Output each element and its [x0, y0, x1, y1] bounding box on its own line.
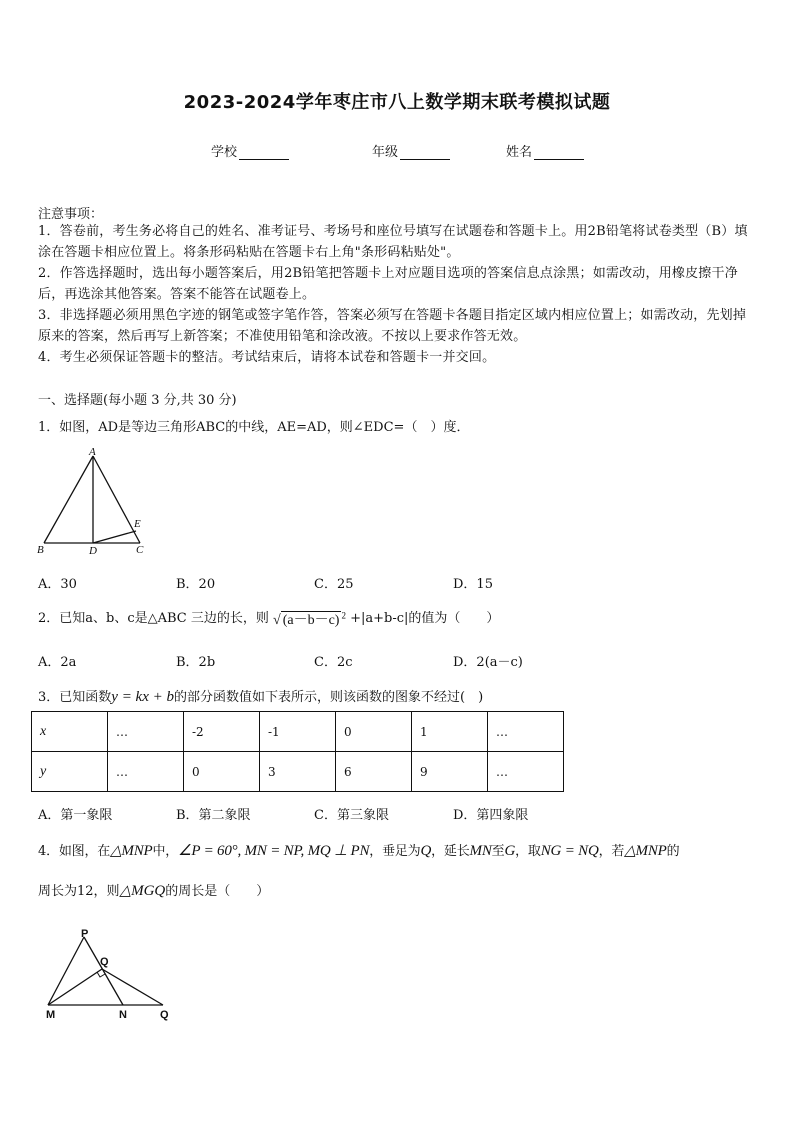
q4-math: ∠P = 60°, MN = NP, MQ ⊥ PN: [178, 843, 370, 859]
side-ac: [93, 456, 140, 543]
q1-option-c[interactable]: C．25: [314, 577, 354, 592]
q2-option-d[interactable]: D．2(a－c): [453, 655, 523, 670]
question-1-figure: [34, 446, 154, 558]
q4-math: NG = NQ: [540, 843, 599, 859]
table-cell: -2: [184, 712, 260, 752]
note-item: 3．非选择题必须用黑色字迹的钢笔或签字笔作答，答案必须写在答题卡各题目指定区域内相应位置上；如需改动，先划掉原来的答案，然后再写上新答案；不准使用铅笔和涂改液。不按以上要求作答无效。: [38, 308, 747, 344]
school-blank[interactable]: [239, 145, 289, 160]
q2-option-a[interactable]: A．2a: [38, 655, 77, 670]
table-row: [32, 752, 564, 792]
note-item: 1．答卷前，考生务必将自己的姓名、准考证号、考场号和座位号填写在试题卷和答题卡上。用2B铅笔将试卷类型（B）填涂在答题卡相应位置上。将条形码粘贴在答题卡右上角"条形码粘贴处"。: [38, 224, 748, 260]
label-n: N: [119, 1009, 127, 1021]
table-cell: 6: [336, 752, 412, 792]
table-cell: 1: [412, 712, 488, 752]
side-pn: [84, 937, 123, 1005]
name-label: 姓名: [506, 145, 533, 160]
label-m: M: [46, 1009, 56, 1021]
side-pm: [48, 937, 84, 1005]
table-cell: -1: [260, 712, 336, 752]
q4-text: ，垂足为: [369, 844, 421, 859]
table-cell: …: [488, 712, 564, 752]
question-4-figure: [40, 925, 180, 1025]
notes-heading: 注意事项：: [38, 207, 104, 222]
q4-math: △MGQ: [119, 883, 166, 899]
q3-prefix: 3．已知函数: [38, 690, 112, 705]
q2-suffix: +|a+b-c|的值为（ ）: [350, 611, 500, 626]
school-label: 学校: [211, 145, 238, 160]
q1-option-b[interactable]: B．20: [176, 577, 216, 592]
q2-option-c[interactable]: C．2c: [314, 655, 353, 670]
q4-math: MN: [469, 843, 492, 859]
table-cell: …: [488, 752, 564, 792]
q4-math: Q: [420, 843, 432, 859]
label-a: A: [89, 446, 96, 458]
table-cell: 3: [260, 752, 336, 792]
label-c: C: [136, 544, 144, 556]
table-cell: 0: [336, 712, 412, 752]
q3-formula: y = kx + b: [111, 689, 174, 705]
table-cell: y: [32, 752, 108, 792]
q4-text: ，若: [598, 844, 625, 859]
label-b: B: [37, 544, 44, 556]
q1-option-a[interactable]: A．30: [38, 577, 77, 592]
section-heading: 一、选择题(每小题 3 分,共 30 分): [38, 393, 237, 408]
q4-text: 中，: [152, 844, 179, 859]
sqrt-radicand: (a－b－c): [282, 612, 340, 628]
q2-option-b[interactable]: B．2b: [176, 655, 216, 670]
q4-text: 4．如图，在: [38, 844, 111, 859]
question-4-line-1: [38, 840, 679, 860]
table-cell: 9: [412, 752, 488, 792]
q4-math: G: [504, 843, 516, 859]
grade-field[interactable]: [372, 141, 450, 160]
label-g: Q: [160, 1009, 169, 1021]
sqrt-exponent: 2: [341, 609, 346, 620]
question-3-text: [38, 686, 483, 706]
segment-mq: [48, 969, 102, 1005]
grade-blank[interactable]: [400, 145, 450, 160]
q4-text: 的周长是（ ）: [165, 884, 270, 899]
q4-text: 的: [666, 844, 680, 859]
q3-option-d[interactable]: D．第四象限: [453, 808, 529, 823]
q2-prefix: 2．已知a、b、c是△ABC 三边的长，则: [38, 611, 269, 626]
table-cell: …: [108, 752, 184, 792]
q3-option-c[interactable]: C．第三象限: [314, 808, 389, 823]
side-ab: [44, 456, 93, 543]
school-field[interactable]: [211, 141, 289, 160]
question-4-line-2: [38, 880, 269, 900]
q4-math: △MNP: [110, 843, 153, 859]
table-row: [32, 712, 564, 752]
note-item: 4．考生必须保证答题卡的整洁。考试结束后，请将本试卷和答题卡一并交回。: [38, 350, 496, 365]
page-title: 2023-2024学年枣庄市八上数学期末联考模拟试题: [183, 92, 611, 113]
q4-text: 周长为12，则: [38, 884, 120, 899]
label-q: Q: [100, 956, 109, 968]
name-field[interactable]: [506, 141, 584, 160]
q3-option-a[interactable]: A．第一象限: [38, 808, 113, 823]
label-e: E: [134, 518, 141, 530]
q3-option-b[interactable]: B．第二象限: [176, 808, 251, 823]
question-2-text: [38, 607, 499, 629]
table-cell: 0: [184, 752, 260, 792]
label-p: P: [81, 928, 89, 940]
q3-suffix: 的部分函数值如下表所示，则该函数的图象不经过( ): [174, 690, 484, 705]
q3-value-table: [31, 711, 564, 792]
segment-de: [93, 531, 136, 543]
q4-text: ，延长: [431, 844, 470, 859]
note-item: 2．作答选择题时，选出每小题答案后，用2B铅笔把答题卡上对应题目选项的答案信息点涂黑；如需改动，用橡皮擦干净后，再选涂其他答案。答案不能答在试题卷上。: [38, 266, 738, 302]
table-cell: x: [32, 712, 108, 752]
sqrt-expression: √ (a－b－c) $^2$: [273, 609, 346, 628]
q4-text: 至: [491, 844, 505, 859]
q1-option-d[interactable]: D．15: [453, 577, 493, 592]
q4-text: ，取: [515, 844, 541, 859]
label-d: D: [89, 545, 97, 557]
question-1-text: 1．如图，AD是等边三角形ABC的中线，AE=AD，则∠EDC=（ ）度．: [38, 420, 470, 435]
segment-qg: [102, 969, 163, 1005]
table-cell: …: [108, 712, 184, 752]
q4-math: △MNP: [624, 843, 667, 859]
grade-label: 年级: [372, 145, 399, 160]
name-blank[interactable]: [534, 145, 584, 160]
